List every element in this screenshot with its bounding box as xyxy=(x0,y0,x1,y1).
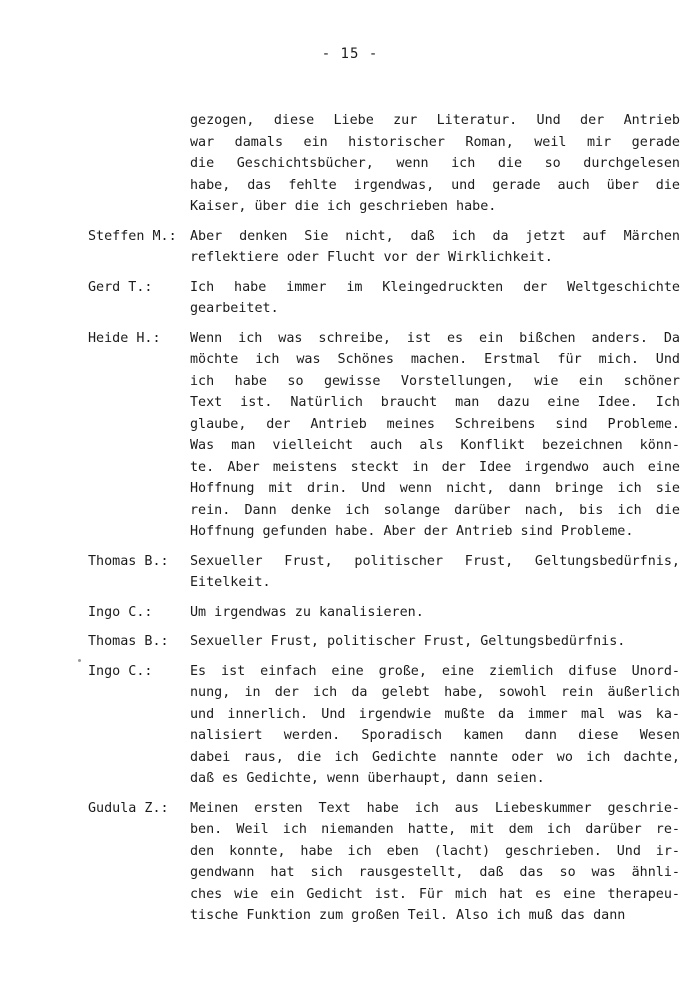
transcript-entry xyxy=(0,661,700,790)
text-line: ches wie ein Gedicht ist. Für mich hat es eine therapeu- xyxy=(190,886,680,902)
text-line: rein. Dann denke ich solange darüber nach, bis ich die xyxy=(190,502,680,518)
text-line: gezogen, diese Liebe zur Literatur. Und der Antrieb xyxy=(190,113,680,128)
text-line: Sexueller Frust, politischer Frust, Geltungsbedürfnis. xyxy=(190,634,626,649)
text-line: Aber denken Sie nicht, daß ich da jetzt auf Märchen xyxy=(190,228,680,244)
transcript-entry xyxy=(0,602,700,624)
text-line: Hoffnung mit drin. Und wenn nicht, dann bringe ich sie xyxy=(190,481,680,496)
speaker-name: Gerd T.: xyxy=(88,279,153,295)
speaker-name: Ingo C.: xyxy=(88,604,153,620)
text-line: glaube, der Antrieb meines Schreibens sind Probleme. xyxy=(190,416,680,432)
text-line: Was man vielleicht auch als Konflikt bezeichnen könn- xyxy=(190,438,680,453)
text-line: nung, in der ich da gelebt habe, sowohl rein äußerlich xyxy=(190,685,680,700)
transcript-entry xyxy=(0,328,700,543)
speech-text xyxy=(190,602,680,624)
text-line: gearbeitet. xyxy=(190,301,279,316)
speech-text xyxy=(190,631,680,653)
speech-text xyxy=(190,110,680,218)
transcript-entry xyxy=(0,631,700,653)
transcript-entry xyxy=(0,226,700,269)
speaker-name: Gudula Z.: xyxy=(88,800,169,816)
speaker-name: Heide H.: xyxy=(88,330,161,346)
speech-text xyxy=(190,277,680,320)
transcript-entry xyxy=(0,551,700,594)
text-line: habe, das fehlte irgendwas, und gerade auch über die xyxy=(190,177,680,193)
text-line: möchte ich was Schönes machen. Erstmal für mich. Und xyxy=(190,352,680,367)
text-line: Hoffnung gefunden habe. Aber der Antrieb sind Probleme. xyxy=(190,524,634,539)
page-number: - 15 - xyxy=(321,46,379,62)
text-line: und innerlich. Und irgendwie mußte da immer mal was ka- xyxy=(190,706,680,722)
text-line: reflektiere oder Flucht vor der Wirklichkeit. xyxy=(190,250,553,265)
text-line: Wenn ich was schreibe, ist es ein bißchen anders. Da xyxy=(190,330,680,346)
speech-text xyxy=(190,798,680,927)
transcript-entry xyxy=(0,277,700,320)
text-line: ich habe so gewisse Vorstellungen, wie ein schöner xyxy=(190,373,680,389)
text-line: die Geschichtsbücher, wenn ich die so durchgelesen xyxy=(190,156,680,171)
text-line: Sexueller Frust, politischer Frust, Geltungsbedürfnis, xyxy=(190,553,680,569)
text-line: tische Funktion zum großen Teil. Also ich muß das dann xyxy=(190,908,626,923)
text-line: Um irgendwas zu kanalisieren. xyxy=(190,604,424,620)
text-line: daß es Gedichte, wenn überhaupt, dann seien. xyxy=(190,771,545,786)
text-line: nalisiert werden. Sporadisch kamen dann diese Wesen xyxy=(190,728,680,743)
text-line: dabei raus, die ich Gedichte nannte oder wo ich dachte, xyxy=(190,749,680,765)
text-line: Eitelkeit. xyxy=(190,575,271,590)
text-line: Es ist einfach eine große, eine ziemlich difuse Unord- xyxy=(190,663,680,679)
transcript-entry xyxy=(0,798,700,927)
text-line: Text ist. Natürlich braucht man dazu eine Idee. Ich xyxy=(190,395,680,410)
text-line: ben. Weil ich niemanden hatte, mit dem ich darüber re- xyxy=(190,822,680,837)
text-line: gendwann hat sich rausgestellt, daß das so was ähnli- xyxy=(190,865,680,880)
text-line: war damals ein historischer Roman, weil mir gerade xyxy=(190,134,680,150)
text-line: Ich habe immer im Kleingedruckten der Weltgeschichte xyxy=(190,279,680,295)
transcript xyxy=(0,110,700,935)
text-line: den konnte, habe ich eben (lacht) geschrieben. Und ir- xyxy=(190,843,680,859)
text-line: te. Aber meistens steckt in der Idee irgendwo auch eine xyxy=(190,459,680,475)
transcript-entry xyxy=(0,110,700,218)
stray-mark xyxy=(78,659,81,662)
speech-text xyxy=(190,551,680,594)
text-line: Kaiser, über die ich geschrieben habe. xyxy=(190,199,497,214)
speaker-name: Ingo C.: xyxy=(88,663,153,679)
speech-text xyxy=(190,328,680,543)
speech-text xyxy=(190,661,680,790)
speaker-name: Thomas B.: xyxy=(88,634,169,649)
speaker-name: Thomas B.: xyxy=(88,553,169,569)
text-line: Meinen ersten Text habe ich aus Liebeskummer geschrie- xyxy=(190,800,680,816)
speaker-name: Steffen M.: xyxy=(88,228,177,244)
speech-text xyxy=(190,226,680,269)
